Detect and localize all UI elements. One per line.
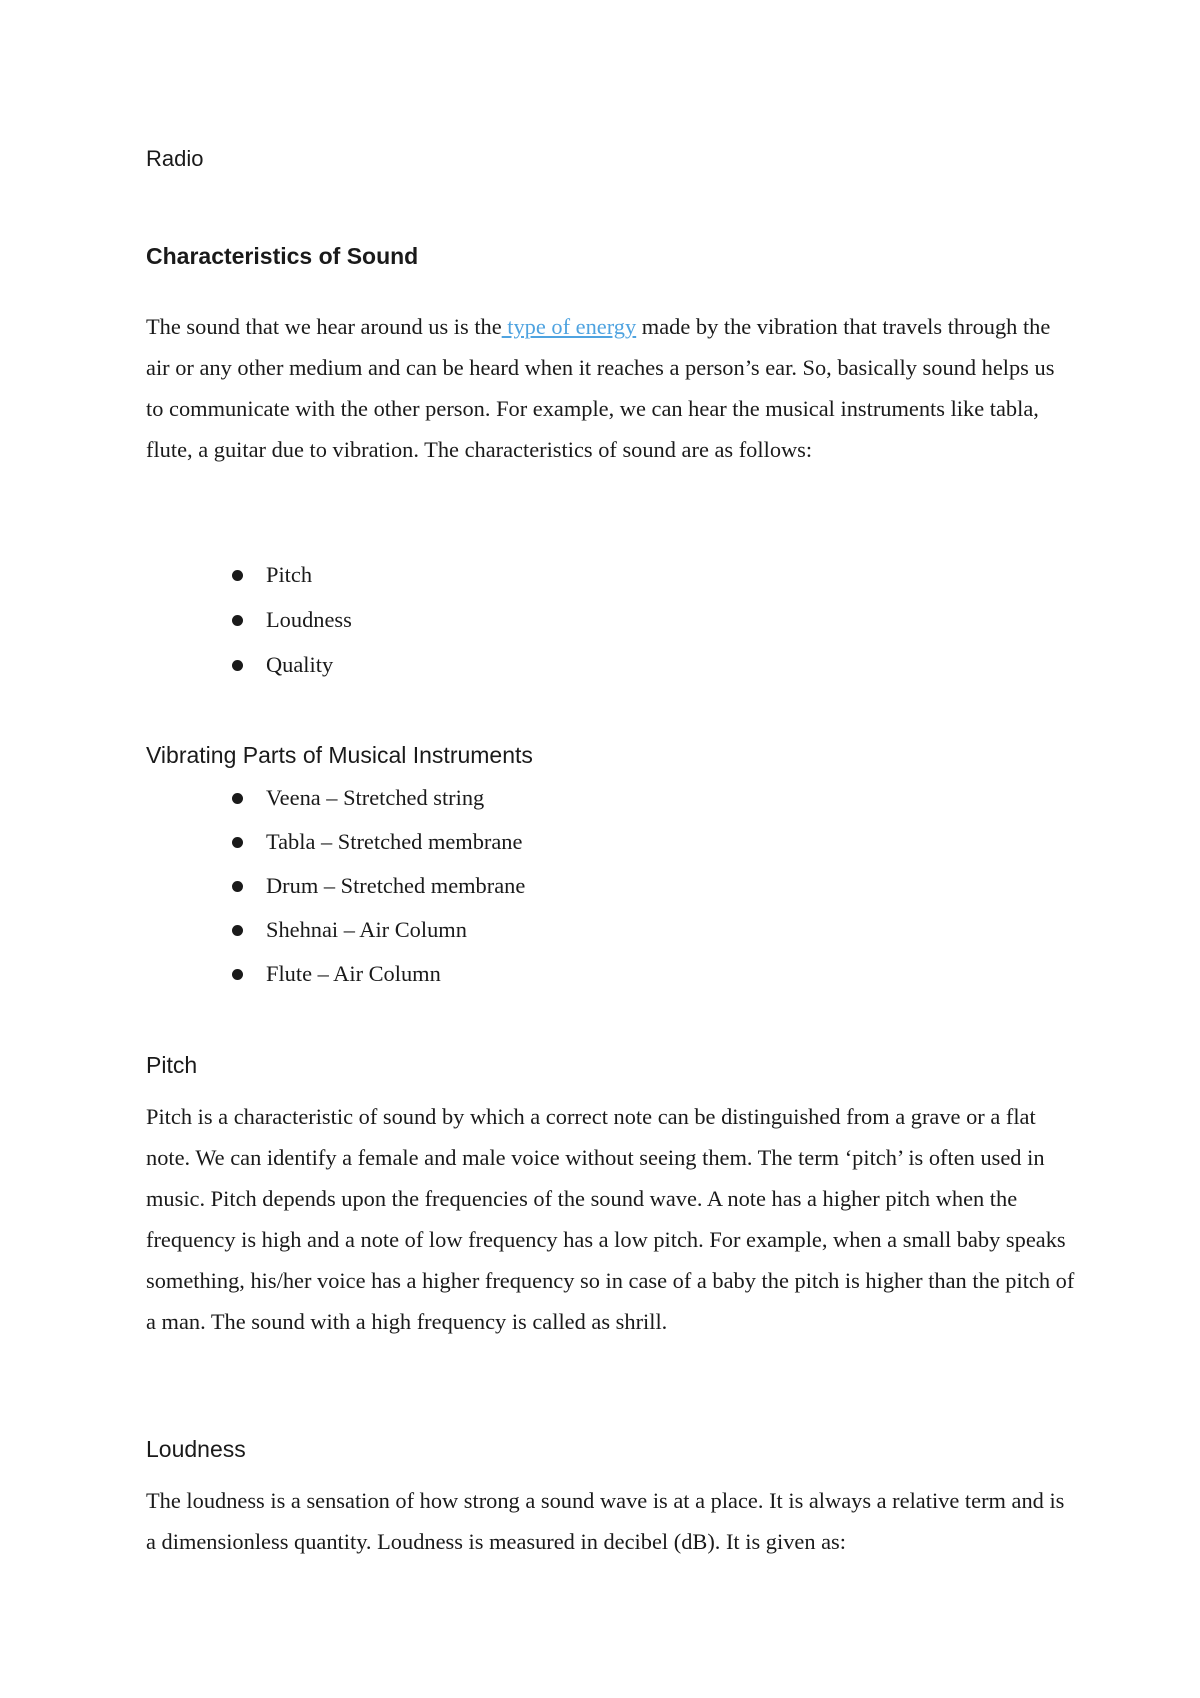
page-title: Characteristics of Sound — [146, 243, 419, 269]
loudness-paragraph: The loudness is a sensation of how strong a sound wave is at a place. It is always a relative term and is a dimensionless quantity. Loudness is measured in decibel (dB). It is given as: — [146, 1488, 1065, 1554]
instruments-heading: Vibrating Parts of Musical Instruments — [146, 742, 533, 768]
intro-text-end: made by the vibration that travels through the air or any other medium and can be heard when it reaches a person’s ear. So, basically sound helps us to communicate with the other person. For example, we can hear the musical instruments like tabla, flute, a guitar due to vibration. The characteristics of sound are as follows: — [146, 314, 1055, 462]
list-item: Drum – Stretched membrane — [230, 871, 525, 915]
list-item: Flute – Air Column — [230, 959, 525, 1003]
characteristics-list — [230, 560, 352, 695]
list-item: Quality — [230, 650, 352, 695]
list-item: Shehnai – Air Column — [230, 915, 525, 959]
list-item: Pitch — [230, 560, 352, 605]
type-of-energy-link[interactable]: type of energy — [501, 314, 637, 339]
list-item: Veena – Stretched string — [230, 783, 525, 827]
list-item: Tabla – Stretched membrane — [230, 827, 525, 871]
list-item: Loudness — [230, 605, 352, 650]
instruments-list — [230, 783, 525, 1003]
pitch-heading: Pitch — [146, 1052, 198, 1078]
loudness-heading: Loudness — [146, 1436, 246, 1462]
intro-paragraph — [146, 306, 1076, 470]
pitch-paragraph: Pitch is a characteristic of sound by which a correct note can be distinguished from a grave or a flat note. We can identify a female and male voice without seeing them. The term ‘pitch’ is often used in music. Pitch depends upon the frequencies of the sound wave. A note has a higher pitch when the frequency is high and a note of low frequency has a low pitch. For example, when a small baby speaks something, his/her voice has a higher frequency so in case of a baby the pitch is higher than the pitch of a man. The sound with a high frequency is called as shrill. — [146, 1104, 1075, 1334]
intro-text-start: The sound that we hear around us is the — [146, 314, 502, 339]
document-label: Radio — [146, 146, 204, 171]
